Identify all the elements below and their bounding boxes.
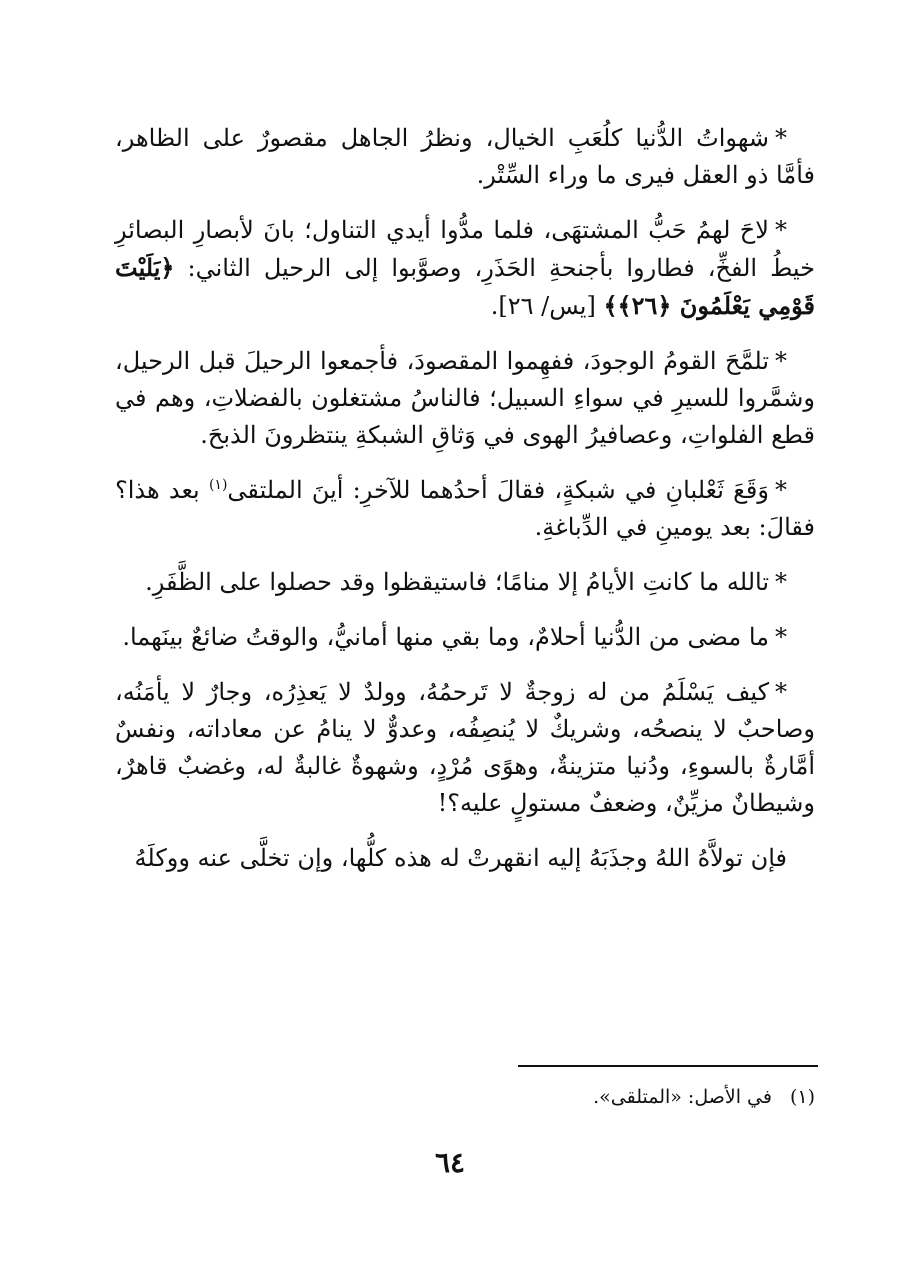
paragraph-text: كيف يَسْلَمُ من له زوجةٌ لا تَرحمُهُ، وولدٌ لا يَعذِرُه، وجارٌ لا يأمَنُه، وصاحبٌ لا ينصحُه، وشريكٌ لا يُنصِفُه، وعدوٌّ لا ينامُ عن معاداته، ونفسٌ أمَّارةٌ بالسوءِ، ودُنيا متزينةٌ، وهوًى مُرْدٍ، وشهوةٌ غالبةٌ له، وغضبٌ قاهرٌ، وشيطانٌ مزيِّنٌ، وضعفٌ مستولٍ عليه؟! bbox=[115, 678, 815, 817]
paragraph-6 bbox=[115, 619, 815, 656]
paragraph-text: لاحَ لهمُ حَبُّ المشتهَى، فلما مدُّوا أيدي التناول؛ بانَ لأبصارِ البصائرِ خيطُ الفخِّ، فطاروا بأجنحةِ الحَذَرِ، وصوَّبوا إلى الرحيل الثاني: bbox=[115, 216, 815, 282]
bullet-star: * bbox=[775, 124, 787, 152]
bullet-star: * bbox=[775, 623, 787, 651]
verse-reference: [يس/ ٢٦]. bbox=[490, 292, 596, 320]
footnote-reference[interactable]: (١) bbox=[208, 477, 228, 493]
paragraph-2 bbox=[115, 212, 815, 325]
bullet-star: * bbox=[775, 568, 787, 596]
bullet-star: * bbox=[775, 678, 787, 706]
bullet-star: * bbox=[775, 216, 787, 244]
paragraph-4 bbox=[115, 472, 815, 546]
footnote-divider bbox=[518, 1065, 818, 1067]
footnote bbox=[115, 1082, 815, 1112]
paragraph-7 bbox=[115, 674, 815, 822]
footnote-number: (١) bbox=[789, 1086, 815, 1108]
paragraph-text: فإن تولاَّهُ اللهُ وجذَبَهُ إليه انقهرتْ له هذه كلُّها، وإن تخلَّى عنه ووكلَهُ bbox=[134, 844, 787, 872]
page-number: ٦٤ bbox=[434, 1146, 466, 1179]
paragraph-text: وَقَعَ ثَعْلبانِ في شبكةٍ، فقالَ أحدُهما للآخرِ: أينَ الملتقى bbox=[227, 476, 769, 504]
footnote-text: في الأصل: «المتلقى». bbox=[593, 1086, 772, 1108]
quran-verse: ﴿يَلَيْتَ قَوْمِي يَعْلَمُونَ ﴿٢٦﴾﴾ bbox=[115, 253, 815, 320]
paragraph-text: بعد هذا؟ فقالَ: بعد يومينِ في الدِّباغةِ. bbox=[115, 476, 815, 541]
bullet-star: * bbox=[775, 476, 787, 504]
paragraph-1 bbox=[115, 120, 815, 194]
main-text bbox=[115, 120, 815, 895]
paragraph-text: تالله ما كانتِ الأيامُ إلا منامًا؛ فاستيقظوا وقد حصلوا على الظَّفَرِ. bbox=[145, 568, 769, 596]
paragraph-8 bbox=[115, 840, 815, 877]
paragraph-text: شهواتُ الدُّنيا كلُعَبِ الخيال، ونظرُ الجاهل مقصورٌ على الظاهر، فأمَّا ذو العقل فيرى ما وراء السِّتْر. bbox=[115, 124, 815, 189]
paragraph-text: ما مضى من الدُّنيا أحلامٌ، وما بقي منها أمانيُّ، والوقتُ ضائعٌ بينَهما. bbox=[122, 623, 769, 651]
paragraph-3 bbox=[115, 343, 815, 454]
paragraph-text: تلمَّحَ القومُ الوجودَ، ففهِموا المقصودَ، فأجمعوا الرحيلَ قبل الرحيل، وشمَّروا للسيرِ في سواءِ السبيل؛ فالناسُ مشتغلون بالفضلاتِ، وهم في قطع الفلواتِ، وعصافيرُ الهوى في وَثاقِ الشبكةِ ينتظرونَ الذبحَ. bbox=[115, 347, 815, 449]
paragraph-5 bbox=[115, 564, 815, 601]
bullet-star: * bbox=[775, 347, 787, 375]
